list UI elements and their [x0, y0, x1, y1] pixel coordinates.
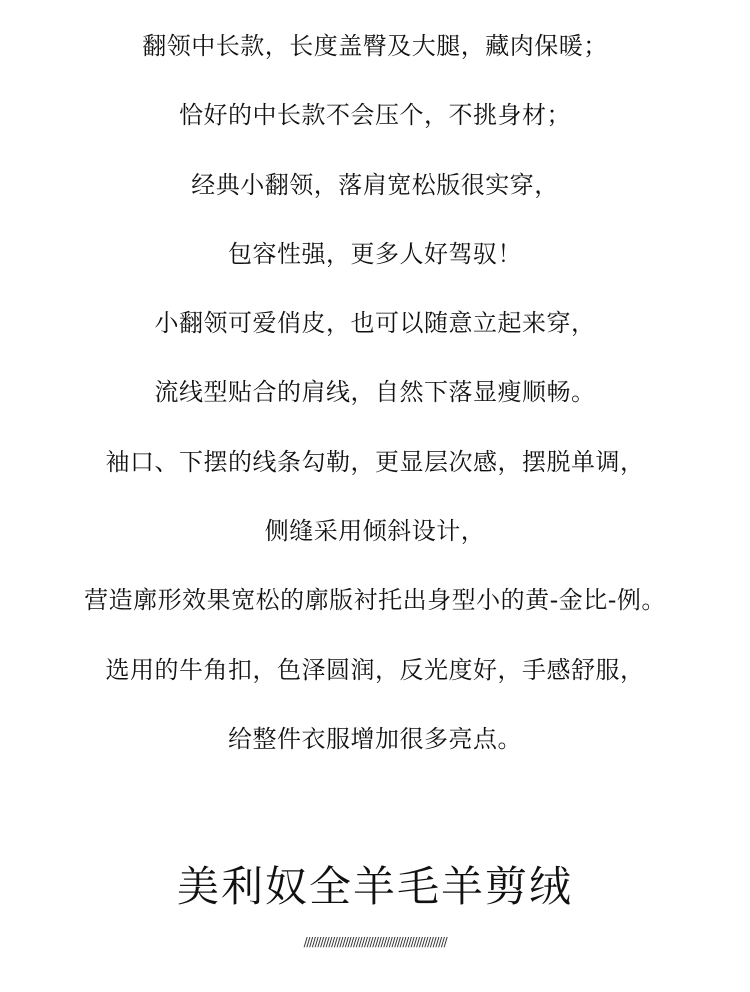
- description-line-11: 给整件衣服增加很多亮点。: [228, 724, 522, 753]
- description-line-2: 恰好的中长款不会压个，不挑身材；: [179, 101, 571, 130]
- slash-divider: ////////////////////////////////////////////////////: [303, 935, 447, 949]
- description-line-10: 选用的牛角扣，色泽圆润，反光度好，手感舒服，: [105, 655, 645, 684]
- description-line-6: 流线型贴合的肩线，自然下落显瘦顺畅。: [154, 378, 596, 407]
- description-line-7: 袖口、下摆的线条勾勒，更显层次感，摆脱单调，: [105, 447, 645, 476]
- description-line-8: 侧缝采用倾斜设计，: [264, 517, 486, 546]
- description-line-4: 包容性强，更多人好驾驭！: [228, 239, 522, 268]
- description-line-1: 翻领中长款，长度盖臀及大腿，藏肉保暖；: [142, 32, 608, 60]
- description-line-9: 营造廓形效果宽松的廓版衬托出身型小的黄-金比-例。: [84, 586, 666, 615]
- product-description: [0, 26, 750, 788]
- description-line-5: 小翻领可爱俏皮，也可以随意立起来穿，: [154, 309, 596, 338]
- description-line-3: 经典小翻领，落肩宽松版很实穿，: [191, 170, 559, 199]
- product-title: 美利奴全羊毛羊剪绒: [176, 862, 573, 911]
